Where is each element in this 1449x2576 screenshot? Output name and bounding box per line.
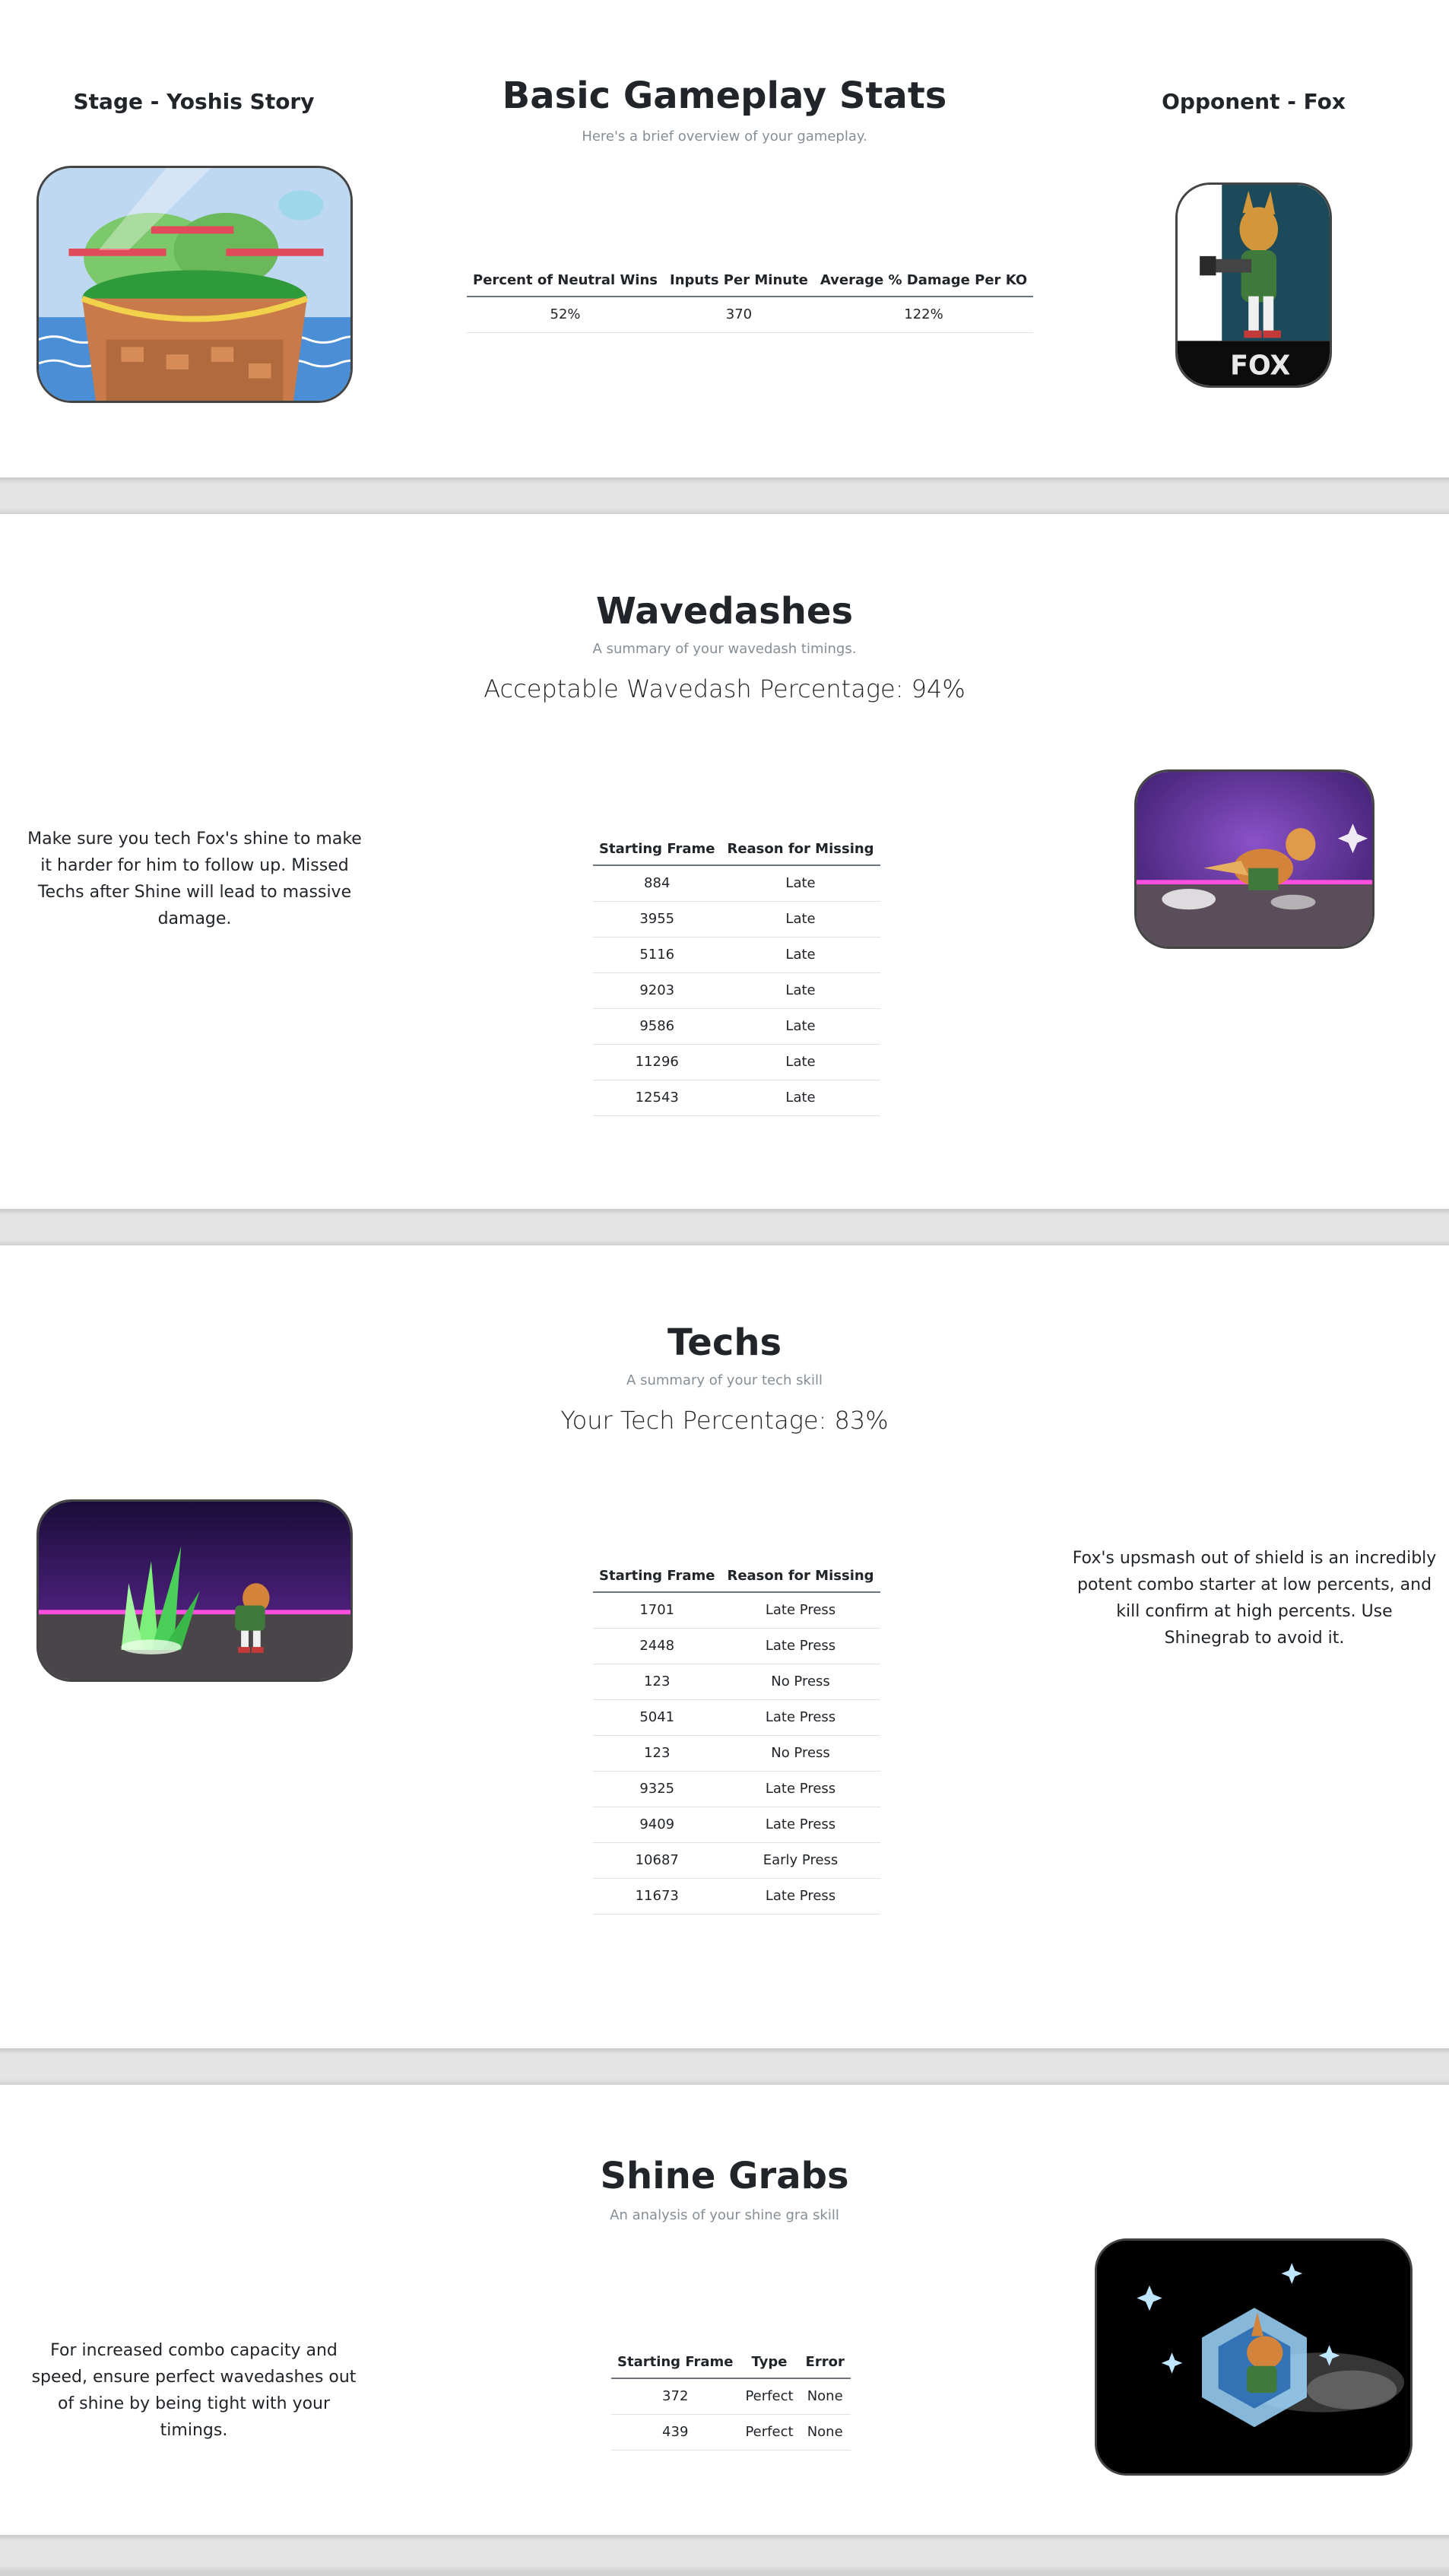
table-row <box>593 1628 880 1664</box>
table-cell: Late <box>721 1008 880 1044</box>
table-cell: 11296 <box>593 1044 721 1080</box>
table-cell: Late Press <box>721 1592 880 1628</box>
overview-subtitle: Here's a brief overview of your gameplay. <box>582 128 867 144</box>
table-cell: Late <box>721 937 880 972</box>
table-row <box>593 1735 880 1771</box>
table-cell: 122% <box>814 297 1033 332</box>
column-header: Starting Frame <box>593 833 721 865</box>
table-cell: 9203 <box>593 972 721 1008</box>
shinegrabs-table <box>611 2346 851 2451</box>
table-row <box>611 2378 851 2414</box>
svg-text:FOX: FOX <box>1230 350 1291 382</box>
overview-stats-table <box>467 265 1033 333</box>
shinegrabs-subtitle: An analysis of your shine gra skill <box>610 2207 839 2223</box>
wavedashes-section <box>0 514 1449 1209</box>
techs-tip: Fox's upsmash out of shield is an incredibly potent combo starter at low percents, and kill confirm at high percents. Use Shinegrab to avoid it. <box>1072 1549 1437 1648</box>
table-cell: 370 <box>664 297 814 332</box>
table-cell: 123 <box>593 1664 721 1699</box>
techs-subtitle: A summary of your tech skill <box>626 1372 823 1388</box>
column-header: Inputs Per Minute <box>664 265 814 297</box>
column-header: Starting Frame <box>611 2346 739 2378</box>
section-separator <box>0 477 1449 514</box>
shinegrabs-tip: For increased combo capacity and speed, ensure perfect wavedashes out of shine by being tight with your timings. <box>31 2341 357 2440</box>
wavedashes-title: Wavedashes <box>595 590 854 633</box>
shinegrabs-title: Shine Grabs <box>600 2155 849 2197</box>
shine-image <box>1095 2238 1413 2476</box>
table-cell: Late Press <box>721 1771 880 1807</box>
table-cell: 5116 <box>593 937 721 972</box>
table-row <box>593 1664 880 1699</box>
column-header: Starting Frame <box>593 1560 721 1592</box>
table-row <box>593 1592 880 1628</box>
table-cell: Perfect <box>739 2414 799 2450</box>
table-cell: 9325 <box>593 1771 721 1807</box>
table-row <box>593 1771 880 1807</box>
table-cell: 372 <box>611 2378 739 2414</box>
table-cell: 884 <box>593 865 721 901</box>
techs-table <box>593 1560 880 1915</box>
techs-title: Techs <box>667 1321 782 1364</box>
table-cell: Late <box>721 1044 880 1080</box>
wavedashes-tip: Make sure you tech Fox's shine to make it harder for him to follow up. Missed Techs after Shine will lead to massive damage. <box>27 830 362 928</box>
table-cell: 1701 <box>593 1592 721 1628</box>
table-row <box>593 1080 880 1115</box>
overview-title: Basic Gameplay Stats <box>502 75 947 117</box>
table-cell: 5041 <box>593 1699 721 1735</box>
wavedashes-subtitle: A summary of your wavedash timings. <box>592 641 857 657</box>
table-row <box>611 2414 851 2450</box>
column-header: Reason for Missing <box>721 833 880 865</box>
table-cell: 439 <box>611 2414 739 2450</box>
table-header-row <box>467 265 1033 297</box>
table-row <box>593 1878 880 1914</box>
table-cell: Late <box>721 865 880 901</box>
wavedashes-table <box>593 833 880 1116</box>
table-row <box>593 1044 880 1080</box>
opponent-portrait <box>1175 182 1332 388</box>
table-cell: Early Press <box>721 1842 880 1878</box>
table-cell: Late <box>721 972 880 1008</box>
table-row <box>593 1008 880 1044</box>
section-separator <box>0 1209 1449 1245</box>
wavedash-image <box>1134 769 1374 949</box>
table-cell: Late Press <box>721 1878 880 1914</box>
table-cell: 3955 <box>593 901 721 937</box>
shinegrabs-section <box>0 2085 1449 2535</box>
column-header: Reason for Missing <box>721 1560 880 1592</box>
table-row <box>593 865 880 901</box>
table-cell: Late Press <box>721 1807 880 1842</box>
table-header-row <box>611 2346 851 2378</box>
overview-section <box>0 0 1449 477</box>
column-header: Type <box>739 2346 799 2378</box>
table-row <box>593 1807 880 1842</box>
table-row <box>593 1842 880 1878</box>
tech-image <box>36 1499 353 1682</box>
techs-section <box>0 1245 1449 2048</box>
table-cell: 2448 <box>593 1628 721 1664</box>
column-header: Average % Damage Per KO <box>814 265 1033 297</box>
table-row <box>467 297 1033 332</box>
table-cell: 10687 <box>593 1842 721 1878</box>
stage-image <box>36 166 353 403</box>
opponent-title: Opponent - Fox <box>1162 89 1346 114</box>
table-header-row <box>593 1560 880 1592</box>
tech-percentage: Your Tech Percentage: 83% <box>560 1406 889 1435</box>
table-cell: 52% <box>467 297 664 332</box>
table-cell: Late <box>721 1080 880 1115</box>
table-cell: None <box>800 2378 851 2414</box>
table-cell: Late Press <box>721 1699 880 1735</box>
table-cell: 123 <box>593 1735 721 1771</box>
table-cell: Perfect <box>739 2378 799 2414</box>
table-cell: No Press <box>721 1735 880 1771</box>
column-header: Percent of Neutral Wins <box>467 265 664 297</box>
table-cell: None <box>800 2414 851 2450</box>
wavedash-percentage: Acceptable Wavedash Percentage: 94% <box>484 674 965 703</box>
table-row <box>593 972 880 1008</box>
table-row <box>593 937 880 972</box>
section-separator <box>0 2048 1449 2085</box>
table-header-row <box>593 833 880 865</box>
table-row <box>593 1699 880 1735</box>
table-cell: 12543 <box>593 1080 721 1115</box>
stage-title: Stage - Yoshis Story <box>73 89 315 114</box>
table-cell: 9409 <box>593 1807 721 1842</box>
column-header: Error <box>800 2346 851 2378</box>
table-row <box>593 901 880 937</box>
table-cell: 9586 <box>593 1008 721 1044</box>
section-separator <box>0 2535 1449 2576</box>
table-cell: No Press <box>721 1664 880 1699</box>
table-cell: Late Press <box>721 1628 880 1664</box>
table-cell: 11673 <box>593 1878 721 1914</box>
table-cell: Late <box>721 901 880 937</box>
